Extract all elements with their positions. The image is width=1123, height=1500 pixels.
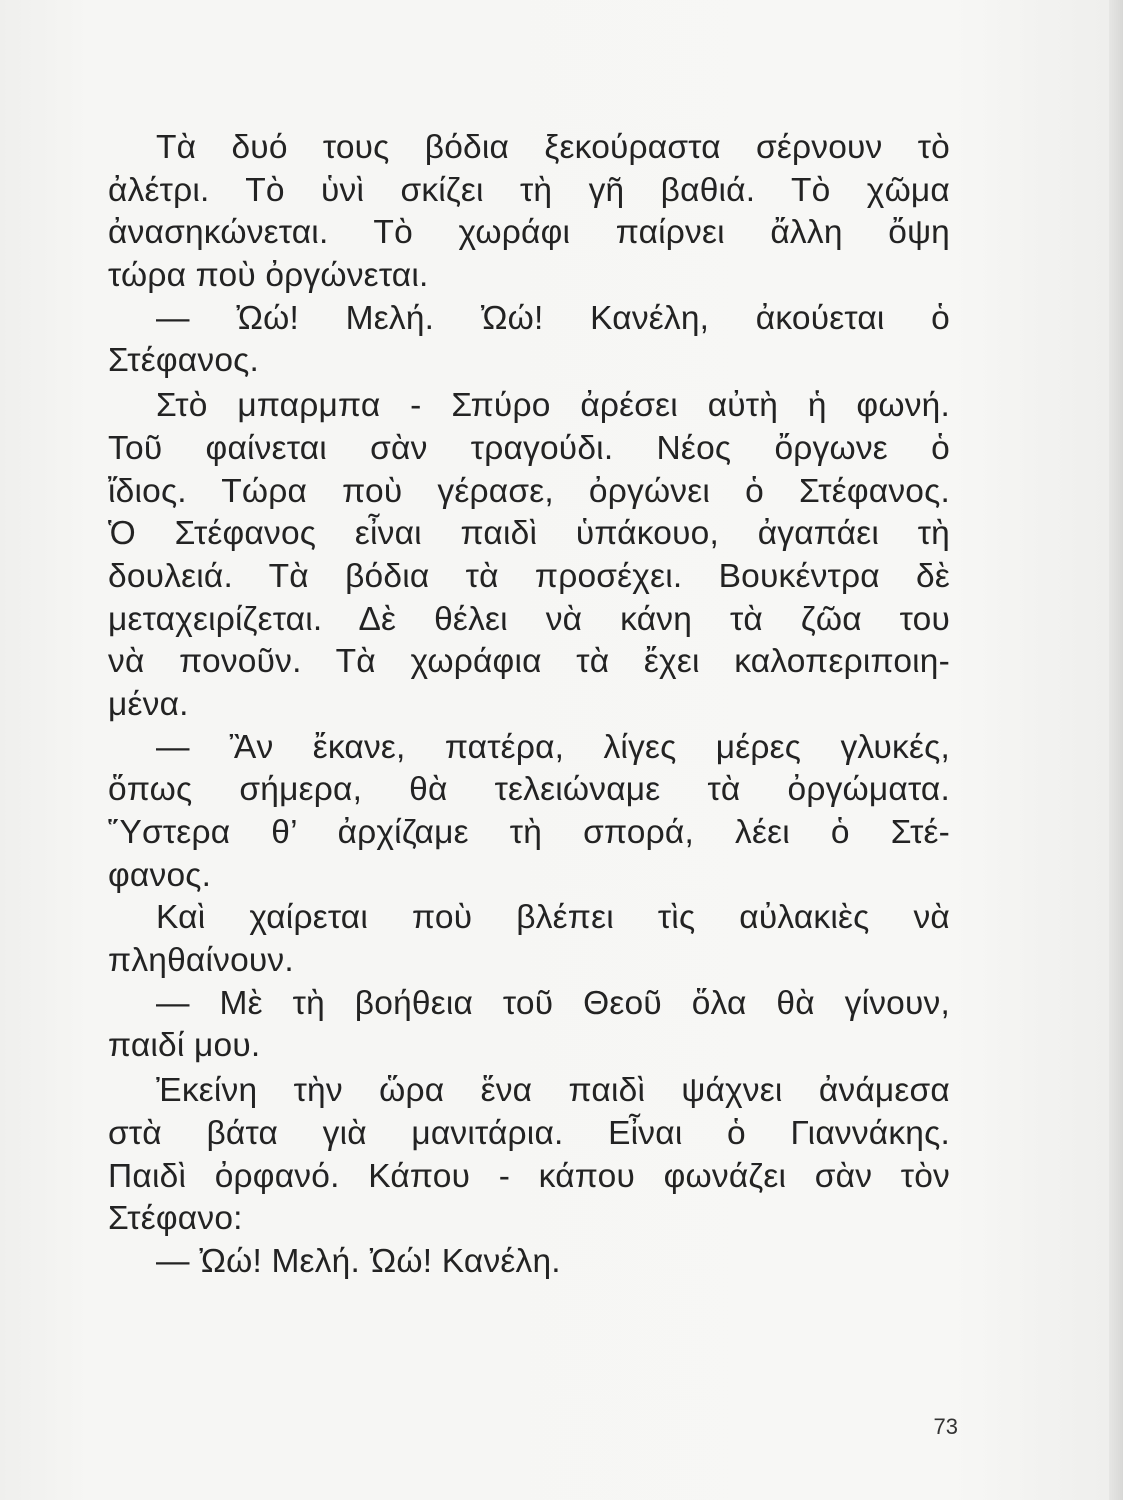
- text-line: στὰ βάτα γιὰ μανιτάρια. Εἶναι ὁ Γιαννάκης.: [108, 1114, 950, 1152]
- text-line: ἀνασηκώνεται. Τὸ χωράφι παίρνει ἄλλη ὄψη: [108, 214, 950, 252]
- text-line: Στέφανο:: [108, 1200, 243, 1238]
- text-line: Ὁ Στέφανος εἶναι παιδὶ ὑπάκουο, ἀγαπάει τὴ: [108, 515, 950, 553]
- body-text: [108, 127, 950, 1284]
- text-line: Στέφανος.: [108, 342, 259, 380]
- text-line: Καὶ χαίρεται ποὺ βλέπει τὶς αὐλακιὲς νὰ: [156, 899, 950, 937]
- text-line: μεταχειρίζεται. Δὲ θέλει νὰ κάνη τὰ ζῶα του: [108, 600, 950, 638]
- text-line: μένα.: [108, 685, 189, 723]
- text-line: Τὰ δυό τους βόδια ξεκούραστα σέρνουν τὸ: [156, 129, 950, 166]
- text-line: νὰ πονοῦν. Τὰ χωράφια τὰ ἔχει καλοπεριποιη-: [108, 643, 950, 681]
- text-line: Παιδὶ ὀρφανό. Κάπου - κάπου φωνάζει σὰν τὸν: [108, 1157, 950, 1195]
- text-line: — Μὲ τὴ βοήθεια τοῦ Θεοῦ ὅλα θὰ γίνουν,: [156, 984, 950, 1022]
- text-line: — Ἂν ἔκανε, πατέρα, λίγες μέρες γλυκές,: [156, 728, 950, 766]
- page-edge-shadow: [1109, 0, 1123, 1500]
- text-line: δουλειά. Τὰ βόδια τὰ προσέχει. Βουκέντρα δὲ: [108, 557, 950, 595]
- text-line: — Ὠώ! Μελή. Ὠώ! Κανέλη, ἀκούεται ὁ: [156, 299, 950, 337]
- text-line: πληθαίνουν.: [108, 942, 294, 980]
- text-line: Τοῦ φαίνεται σὰν τραγούδι. Νέος ὄργωνε ὁ: [108, 429, 950, 467]
- page-number: 73: [933, 1414, 958, 1439]
- text-line: ἀλέτρι. Τὸ ὑνὶ σκίζει τὴ γῆ βαθιά. Τὸ χῶμα: [108, 171, 950, 209]
- text-line: ὅπως σήμερα, θὰ τελειώναμε τὰ ὀργώματα.: [108, 771, 950, 809]
- text-line: Ἐκείνη τὴν ὥρα ἕνα παιδὶ ψάχνει ἀνάμεσα: [156, 1072, 950, 1110]
- text-line: φανος.: [108, 856, 212, 894]
- text-line: ἴδιος. Τώρα ποὺ γέρασε, ὀργώνει ὁ Στέφανος.: [108, 472, 950, 510]
- text-line: παιδί μου.: [108, 1027, 261, 1065]
- text-line: τώρα ποὺ ὀργώνεται.: [108, 257, 429, 295]
- text-line: Ὕστερα θ’ ἀρχίζαμε τὴ σπορά, λέει ὁ Στέ-: [108, 814, 950, 851]
- text-line: — Ὠώ! Μελή. Ὠώ! Κανέλη.: [156, 1242, 561, 1280]
- text-line: Στὸ μπαρμπα - Σπύρο ἀρέσει αὐτὴ ἡ φωνή.: [156, 387, 950, 425]
